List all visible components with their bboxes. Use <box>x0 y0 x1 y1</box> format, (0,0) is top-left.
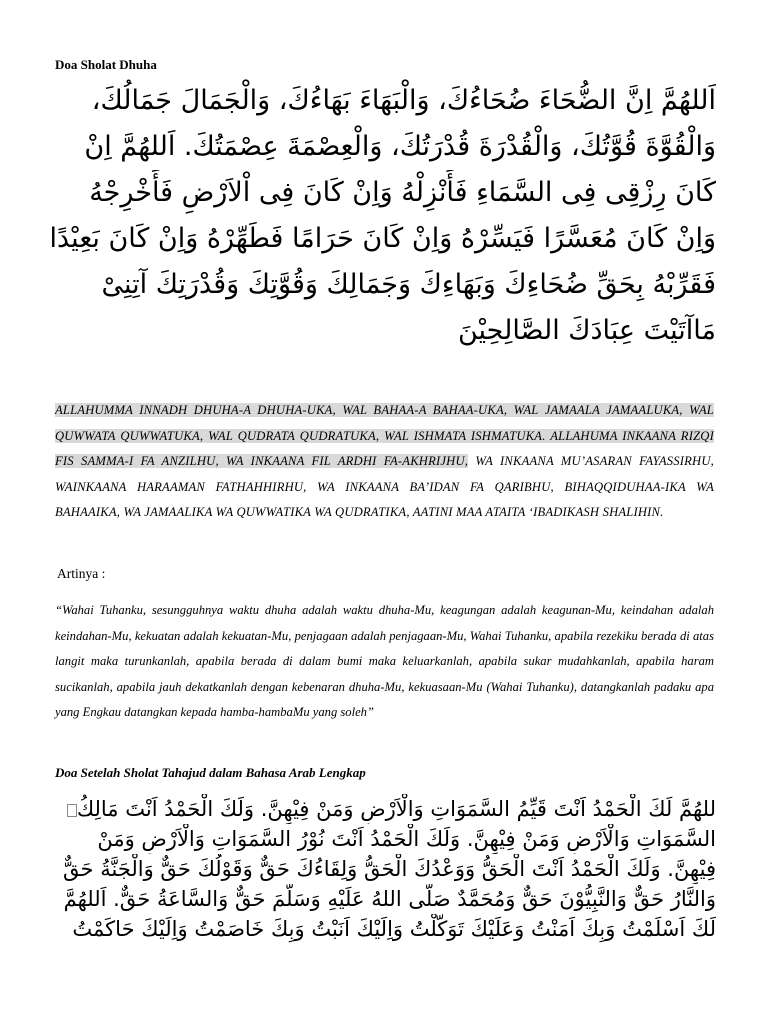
arabic-line-text: للهُمَّ لَكَ الْحَمْدُ اَنْتَ قَيِّمُ السَّمَوَاتِ وَالْاَرْضِ وَمَنْ فِيْهِنَّ. وَلَكَ الْحَمْدُ اَنْتَ مَالِكُ <box>76 797 716 821</box>
arabic-line: وَالنَّارُ حَقٌّ وَالنَّبِيُّوْنَ حَقٌّ وَمُحَمَّدٌ صَلَّى اللهُ عَلَيْهِ وَسَلَّمَ حَقٌّ وَالسَّاعَةُ حَقٌّ. اَللهُمَّ <box>63 887 716 911</box>
arabic-line: كَانَ رِزْقِى فِى السَّمَاءِ فَأَنْزِلْهُ وَاِنْ كَانَ فِى اْلاَرْضِ فَأَخْرِجْهُ <box>89 177 716 208</box>
arabic-doa-tahajud <box>36 794 716 944</box>
artinya-label: Artinya : <box>57 566 106 581</box>
arabic-line: السَّمَوَاتِ وَالْاَرْضِ وَمَنْ فِيْهِنَّ. وَلَكَ الْحَمْدُ اَنْتَ نُوْرُ السَّمَوَاتِ وَالْاَرْضِ وَمَنْ <box>97 827 716 851</box>
arabic-line: وَاِنْ كَانَ مُعَسَّرًا فَيَسِّرْهُ وَاِنْ كَانَ حَرَامًا فَطَهِّرْهُ وَاِنْ كَانَ بَعِيْدًا <box>49 223 716 254</box>
arabic-line: اَللهُمَّ اِنَّ الضُّحَاءَ ضُحَاءُكَ، وَالْبَهَاءَ بَهَاءُكَ، وَالْجَمَالَ جَمَالُكَ، <box>91 85 716 116</box>
arabic-line: وَالْقُوَّةَ قُوَّتُكَ، وَالْقُدْرَةَ قُدْرَتُكَ، وَالْعِصْمَةَ عِصْمَتُكَ. اَللهُمَّ اِنْ <box>84 131 716 162</box>
page-title: Doa Sholat Dhuha <box>55 57 157 72</box>
latin-highlighted-text: ALLAHUMMA INNADH DHUHA-A DHUHA-UKA, WAL BAHAA-A BAHAA-UKA, WAL JAMAALA JAMAALUKA, WAL QUWWATA QUWWATUKA, WAL QUDRATA QUDRATUKA, WAL ISHMATA ISHMATUKA. ALLAHUMA INKAANA RIZQI FIS SAMMA-I FA ANZILHU, WA INKAANA FIL ARDHI FA-AKHRIJHU, <box>55 403 714 468</box>
translation-paragraph: “Wahai Tuhanku, sesungguhnya waktu dhuha adalah waktu dhuha-Mu, keagungan adalah keagunan-Mu, keindahan adalah keindahan-Mu, kekuatan adalah kekuatan-Mu, penjagaan adalah penjagaan-Mu, Wahai Tuhanku, apabila rezekiku berada di atas langit maka turunkanlah, apabila berada di dalam bumi maka keluarkanlah, apabila sukar mudahkanlah, apabila haram sucikanlah, apabila jauh dekatkanlah dengan kebenaran dhuha-Mu, kekuasaan-Mu (Wahai Tuhanku), datangkanlah padaku apa yang Engkau datangkan kepada hamba-hambaMu yang soleh” <box>55 603 714 720</box>
arabic-line: فِيْهِنَّ. وَلَكَ الْحَمْدُ اَنْتَ الْحَقُّ وَوَعْدُكَ الْحَقُّ وَلِقَاءُكَ حَقٌّ وَقَوْلُكَ حَقٌّ وَالْجَنَّةُ حَقٌّ <box>63 857 716 881</box>
section-subtitle: Doa Setelah Sholat Tahajud dalam Bahasa Arab Lengkap <box>55 765 366 780</box>
arabic-line <box>36 794 716 824</box>
arabic-line: لَكَ اَسْلَمْتُ وَبِكَ اَمَنْتُ وَعَلَيْكَ تَوَكَّلْتُ وَاِلَيْكَ اَنَبْتُ وَبِكَ خَاصَمْتُ وَاِلَيْكَ حَاكَمْتُ <box>72 917 716 941</box>
arabic-doa-dhuha <box>36 78 716 354</box>
arabic-line: مَاآتَيْتَ عِبَادَكَ الصَّالِحِيْنَ <box>457 315 716 346</box>
arabic-line: فَقَرِّبْهُ بِحَقِّ ضُحَاءِكَ وَبَهَاءِكَ وَجَمَالِكَ وَقُوَّتِكَ وَقُدْرَتِكَ آتِنِىْ <box>101 269 716 300</box>
latin-transliteration <box>55 398 714 526</box>
missing-glyph-icon <box>67 804 77 817</box>
latin-plain-text: WA INKAANA MU’ASARAN FAYASSIRHU, WAINKAANA HARAAMAN FATHAHHIRHU, WA INKAANA BA’IDAN FA QARIBHU, BIHAQQIDUHAA-IKA WA BAHAAIKA, WA JAMAALIKA WA QUWWATIKA WA QUDRATIKA, AATINI MAA ATAITA ‘IBADIKASH SHALIHIN. <box>55 454 714 519</box>
